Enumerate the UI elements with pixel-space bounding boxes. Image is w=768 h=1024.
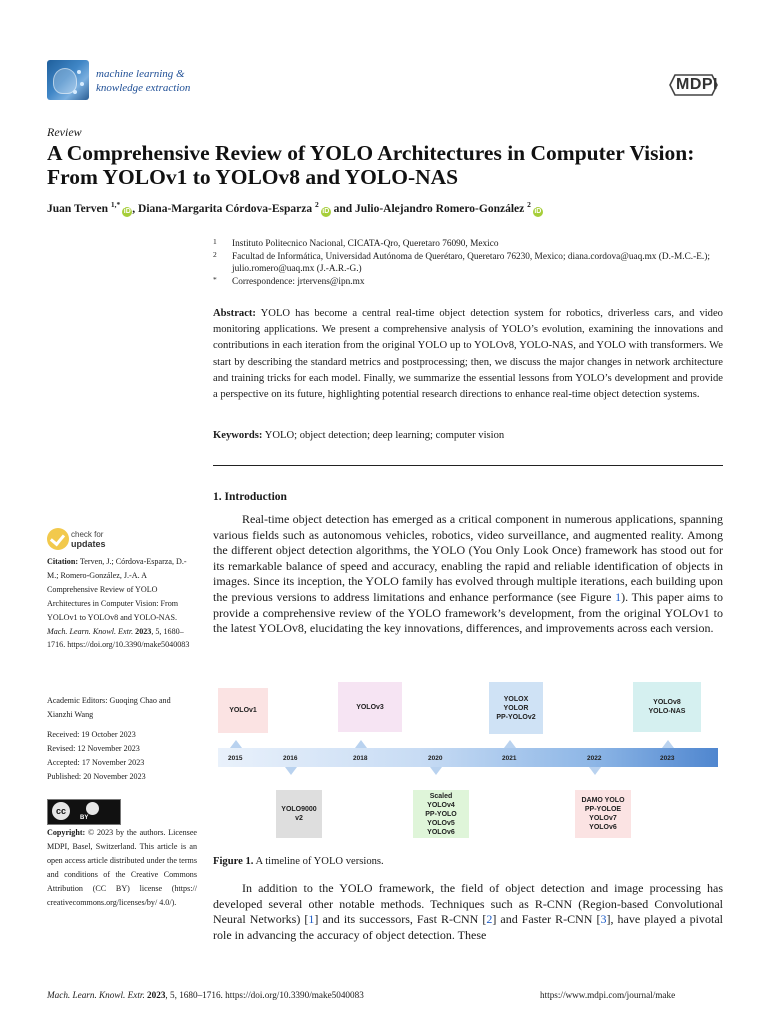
citation-link-2[interactable]: 2 xyxy=(486,912,493,927)
affiliation-text: Instituto Politecnico Nacional, CICATA-Qro, Queretaro 76090, Mexico xyxy=(232,239,499,249)
section-divider xyxy=(213,465,723,466)
check-updates-line1: check for xyxy=(71,530,104,539)
author-name[interactable]: Juan Terven xyxy=(47,202,111,215)
intro-p2-text-c: ] and Faster R-CNN [ xyxy=(492,912,601,927)
citation-doi[interactable]: , 5, 1680–1716. https://doi.org/10.3390/make5040083 xyxy=(47,626,190,650)
journal-logo xyxy=(47,60,89,100)
citation-link-3[interactable]: 3 xyxy=(600,912,607,927)
paper-title: A Comprehensive Review of YOLO Architectures in Computer Vision: From YOLOv1 to YOLOv8 and YOLO-NAS xyxy=(47,141,695,189)
journal-name[interactable] xyxy=(96,67,266,95)
check-for-updates-button[interactable] xyxy=(47,528,157,554)
affiliation-text: Facultad de Informática, Universidad Autónoma de Querétaro, Queretaro 76230, Mexico; diana.cordova@uaq.mx (D.-M.C.-E.); julio.romero@uaq.mx (J.-A.R.-G.) xyxy=(232,251,710,275)
timeline-year-label: 2023 xyxy=(660,755,675,762)
footer-doi[interactable]: , 5, 1680–1716. https://doi.org/10.3390/make5040083 xyxy=(165,990,364,1000)
intro-p2-text-d: ], have played a pivotal role in advancing the accuracy of object detection. These xyxy=(213,912,723,942)
copyright-text: © 2023 by the authors. Licensee MDPI, Basel, Switzerland. This article is an open access article distributed under the terms and conditions of the Creative Commons Attribution (CC BY) license (https:// creativecommons.org/licenses/by/ 4.0/). xyxy=(47,828,197,907)
timeline-marker xyxy=(662,740,674,748)
timeline-version-box: YOLOv1 xyxy=(218,688,268,733)
citation-text: Terven, J.; Córdova-Esparza, D.-M.; Romero-González, J.-A. A Comprehensive Review of YOLO Architectures in Computer Vision: From YOLOv1 to YOLOv8 and YOLO-NAS. xyxy=(47,557,187,622)
citation-link-1[interactable]: 1 xyxy=(308,912,315,927)
check-updates-line2: updates xyxy=(71,539,106,549)
timeline-version-box: YOLOv8 YOLO-NAS xyxy=(633,682,701,732)
timeline-marker xyxy=(285,767,297,775)
timeline-version-box: Scaled YOLOv4 PP-YOLO YOLOv5 YOLOv6 xyxy=(413,790,469,838)
citation-block xyxy=(47,555,197,652)
timeline-marker xyxy=(504,740,516,748)
figure-caption-text: A timeline of YOLO versions. xyxy=(255,856,384,867)
intro-p1-text-a: Real-time object detection has emerged as a critical component in numerous applications, spanning various fields such as autonomous vehicles, robotics, video surveillance, and augmented reality. Among the different object detection algorithms, the YOLO (You Only Look Once) framework has stood out for its remarkable balance of speed and accuracy, enabling the rapid and reliable identification of objects in images. Since its inception, the YOLO family has evolved through multiple iterations, each building upon the previous versions to address limitations and enhance performance (see Figure xyxy=(213,512,723,604)
date-published: Published: 20 November 2023 xyxy=(47,771,146,781)
affiliation-mark: 2 xyxy=(213,249,217,259)
figure-caption xyxy=(213,856,384,867)
affiliation-item xyxy=(213,238,723,251)
copyright-label: Copyright: xyxy=(47,828,86,837)
cc-by-license-logo[interactable] xyxy=(47,799,121,825)
affiliation-item xyxy=(213,251,723,276)
timeline-year-label: 2016 xyxy=(283,755,298,762)
timeline-year-label: 2021 xyxy=(502,755,517,762)
timeline-marker xyxy=(355,740,367,748)
abstract-label: Abstract: xyxy=(213,308,256,319)
yolo-timeline-figure xyxy=(213,678,725,848)
author-separator: and xyxy=(330,202,356,215)
affiliation-mark: 1 xyxy=(213,237,217,246)
by-label: BY xyxy=(80,815,89,821)
author-name[interactable]: Julio-Alejandro Romero-González xyxy=(355,202,528,215)
citation-label: Citation: xyxy=(47,557,79,566)
timeline-marker xyxy=(230,740,242,748)
author-name[interactable]: Diana-Margarita Córdova-Esparza xyxy=(138,202,315,215)
keywords-label: Keywords: xyxy=(213,430,263,441)
orcid-icon[interactable]: iD xyxy=(322,207,330,215)
footer-journal: Mach. Learn. Knowl. Extr. xyxy=(47,990,145,1000)
journal-name-line2: knowledge extraction xyxy=(96,82,191,94)
footer-year: 2023 xyxy=(147,990,166,1000)
publisher-name: MDPI xyxy=(676,76,718,93)
journal-name-line1: machine learning & xyxy=(96,68,185,80)
article-type: Review xyxy=(47,125,82,139)
author-list xyxy=(47,200,727,217)
affiliations xyxy=(213,238,723,288)
section-heading: 1. Introduction xyxy=(213,491,287,503)
timeline-marker xyxy=(589,767,601,775)
intro-p2-text-b: ] and its successors, Fast R-CNN [ xyxy=(314,912,487,927)
publication-dates xyxy=(47,728,197,784)
intro-paragraph-1 xyxy=(213,512,723,637)
copyright-notice xyxy=(47,826,197,909)
timeline-year-label: 2015 xyxy=(228,755,243,762)
figure-ref-link[interactable]: 1 xyxy=(615,589,622,604)
author-separator: , xyxy=(132,202,139,215)
citation-journal: Mach. Learn. Knowl. Extr. xyxy=(47,626,134,636)
keywords xyxy=(213,430,723,441)
affiliation-text: Correspondence: jrtervens@ipn.mx xyxy=(232,276,365,287)
orcid-icon[interactable]: iD xyxy=(534,207,542,215)
citation-year: 2023 xyxy=(135,626,152,636)
footer-journal-url[interactable]: https://www.mdpi.com/journal/make xyxy=(540,990,676,1000)
intro-p2-text-a: In addition to the YOLO framework, the field of object detection and image processing has developed several other notable methods. Techniques such as R-CNN (Region-based Convolutional Neural Networks) [ xyxy=(213,881,723,927)
affiliation-item xyxy=(213,276,723,289)
abstract-text: YOLO has become a central real-time object detection system for robotics, driverless cars, and video monitoring applications. We present a comprehensive analysis of YOLO’s evolution, examining the innovations and contributions in each iteration from the original YOLO up to YOLOv8, YOLO-NAS, and YOLO with transformers. We start by describing the standard metrics and postprocessing; then, we discuss the major changes in network architecture and training tricks for each model. Finally, we summarize the essential lessons from YOLO’s development and provide a perspective on its future, highlighting potential research directions to enhance real-time object detection systems. xyxy=(213,308,723,401)
timeline-version-box: YOLOX YOLOR PP-YOLOv2 xyxy=(489,682,543,734)
timeline-version-box: DAMO YOLO PP-YOLOE YOLOv7 YOLOv6 xyxy=(575,790,631,838)
date-received: Received: 19 October 2023 xyxy=(47,730,136,739)
footer-citation xyxy=(47,990,364,1000)
timeline-year-label: 2020 xyxy=(428,755,443,762)
timeline-version-box: YOLOv3 xyxy=(338,682,402,732)
cc-icon: cc xyxy=(52,802,70,820)
checkmark-icon xyxy=(47,528,69,550)
author-affiliation-mark: 2 xyxy=(315,200,319,209)
author-affiliation-mark: 1,* xyxy=(110,200,121,209)
intro-p1-text-b: ). This paper aims to provide a comprehensive review of the YOLO framework’s development, from the original YOLOv1 to the latest YOLOv8, elucidating the key innovations, differences, and improvements across each version. xyxy=(213,589,724,636)
timeline-year-label: 2022 xyxy=(587,755,602,762)
intro-paragraph-2 xyxy=(213,881,723,943)
timeline-marker xyxy=(430,767,442,775)
mdpi-logo[interactable] xyxy=(666,72,718,98)
date-revised: Revised: 12 November 2023 xyxy=(47,743,140,753)
keywords-text: YOLO; object detection; deep learning; computer vision xyxy=(264,430,505,441)
person-icon xyxy=(86,802,99,815)
academic-editors: Academic Editors: Guoqing Chao and Xianzhi Wang xyxy=(47,696,171,719)
date-accepted: Accepted: 17 November 2023 xyxy=(47,757,145,767)
figure-caption-label: Figure 1. xyxy=(213,856,254,867)
timeline-version-box: YOLO9000 v2 xyxy=(276,790,322,838)
author-affiliation-mark: 2 xyxy=(527,200,531,209)
timeline-year-label: 2018 xyxy=(353,755,368,762)
orcid-icon[interactable]: iD xyxy=(123,207,131,215)
affiliation-mark: * xyxy=(213,274,217,284)
abstract xyxy=(213,306,723,403)
